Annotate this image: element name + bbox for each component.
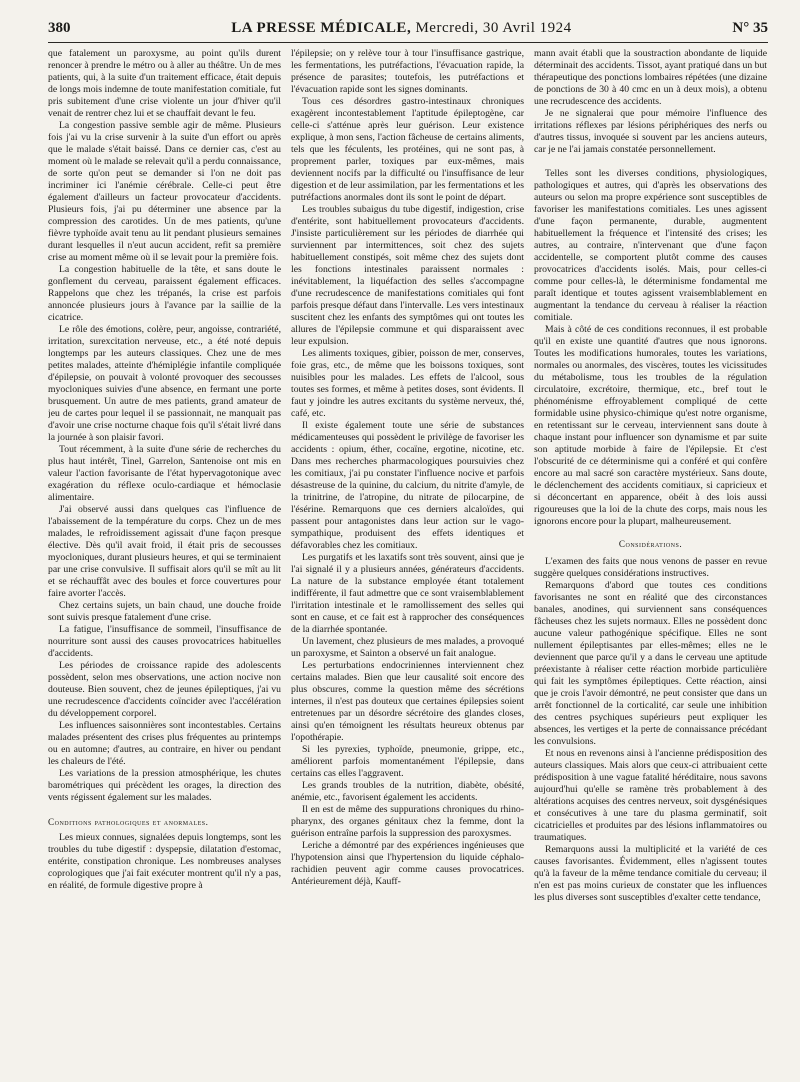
paragraph: Telles sont les diverses conditions, physiologiques, pathologiques et autres, qui d'après les observations des auteurs ou selon ma propre expérience sont susceptibles de favoriser les manifestations comitiales. Les unes agissent d'une façon permanente, durable, augmentent habituellement la fréquence et l'intensité des crises; les autres, au contraire, n'intervenant que d'une façon accidentelle, se comportent plutôt comme des causes provocatrices d'accidents isolés. Mais, pour celles-ci comme pour celles-là, le déterminisme fondamental me paraît identique et toutes agissent vraisemblablement en augmentant la tendance du cerveau à réaliser la réaction comitiale. bbox=[534, 168, 767, 323]
paragraph: Les influences saisonnières sont incontestables. Certains malades présentent des crises plus fréquentes au printemps ou en automne; d'autres, au contraire, en hiver ou pendant les chaleurs de l'été. bbox=[48, 720, 281, 767]
paragraph: Les grands troubles de la nutrition, diabète, obésité, anémie, etc., favorisent également les accidents. bbox=[291, 780, 524, 803]
article-body bbox=[48, 48, 768, 1074]
paragraph: Remarquons d'abord que toutes ces conditions favorisantes ne sont en réalité que des circonstances banales, anodines, qui surviennent sans conséquences fâcheuses chez les sujets normaux. Elles ne possèdent donc aucune valeur pathogénique spécifique. Elles ne sont nullement épileptisantes par elles-mêmes; elles ne le deviennent que parce qu'il y a dans le cerveau une aptitude préexistante à réaliser cette réaction morbide particulière qui fait les symptômes épileptiques. Cette réaction, ainsi que je crois l'avoir démontré, ne peut consister que dans un arrêt fonctionnel de la corticalité, car seule une inhibition des centres psychiques supérieurs peut expliquer les absences, les vertiges et la perte de connaissance précédant les convulsions. bbox=[534, 580, 767, 747]
paragraph: Mais à côté de ces conditions reconnues, il est probable qu'il en existe une quantité d'autres que nous ignorons. Toutes les modifications humorales, toutes les variations, normales ou anormales, des viscères, toutes les vicissitudes du métabolisme, tous les troubles de la régulation circulatoire, excrétoire, thermique, etc., bref tout le phénoménisme effroyablement compliqué de cette formidable usine physico-chimique qu'est notre organisme, en retentissant sur le cerveau, interviennent sans doute à chaque instant pour influencer son dynamisme et par suite son aptitude morbide à faire de l'épilepsie. Et c'est l'obscurité de ce déterminisme qui a conféré et qui confère encore au mal sacré son caractère mystérieux. Sans doute, le déclenchement des accidents comitiaux, si capricieux et si déconcertant en apparence, obéit à des lois aussi rigoureuses que la loi de la chute des corps, mais nous les ignorons encore pour la plupart, malheureusement. bbox=[534, 324, 767, 527]
paragraph: Les perturbations endocriniennes interviennent chez certains malades. Bien que leur causalité soit encore des plus obscures, comme la question même des sécrétions internes, il n'est pas douteux que certaines épilepsies soient entretenues par un désordre sécrétoire des glandes closes, ainsi qu'en témoignent les résultats heureux obtenus par l'opothérapie. bbox=[291, 660, 524, 743]
paragraph: Tous ces désordres gastro-intestinaux chroniques exagèrent incontestablement l'aptitude épileptogène, car celle-ci s'atténue après leur guérison. Leur existence explique, à mon sens, l'action fâcheuse de certains aliments, tels que les féculents, les protéines, qui ne sont pas, à proprement parler, toxiques par eux-mêmes, mais deviennent nocifs par la difficulté ou l'insuffisance de leur digestion et de leur assimilation, par les fermentations et les putréfactions anormales dont ils sont le point de départ. bbox=[291, 96, 524, 203]
running-header bbox=[48, 20, 768, 43]
paragraph: Le rôle des émotions, colère, peur, angoisse, contrariété, irritation, surexcitation nerveuse, etc., a été noté depuis longtemps par les auteurs classiques. Chez une de mes petites malades, atteinte d'hémiplégie infantile compliquée d'épilepsie, on pouvait à volonté provoquer des secousses myocloniques suivies d'une absence, en fermant une porte brusquement. Un autre de mes patients, grand amateur de jeu de cartes pour lequel il se passionnait, ne manquait pas d'avoir une crise nocturne chaque fois qu'il s'était livré dans la journée à son plaisir favori. bbox=[48, 324, 281, 443]
column-2 bbox=[291, 48, 524, 1074]
paragraph: Les aliments toxiques, gibier, poisson de mer, conserves, foie gras, etc., de même que les boissons toxiques, sont nuisibles pour les malades. Les effets de l'alcool, sous toutes ses formes, et même à petites doses, sont évidents. Il faut y joindre les autres excitants du système nerveux, thé, café, etc. bbox=[291, 348, 524, 419]
paragraph: Il en est de même des suppurations chroniques du rhino-pharynx, des organes génitaux chez la femme, dont la guérison entraîne parfois la suppression des paroxysmes. bbox=[291, 804, 524, 839]
paragraph: mann avait établi que la soustraction abondante de liquide déterminait des accidents. Tissot, ayant pratiqué dans un but thérapeutique des ponctions lombaires répétées (une dizaine de ponctions de 30 à 40 cmc en un à deux mois), a obtenu une recrudescence des accidents. bbox=[534, 48, 767, 107]
column-1 bbox=[48, 48, 281, 1074]
paragraph: Tout récemment, à la suite d'une série de recherches du plus haut intérêt, Tinel, Garrelon, Santenoise ont mis en valeur l'action favorisante de l'état hypervagotonique avec exagération du réflexe oculo-cardiaque et hémoclasie alimentaire. bbox=[48, 444, 281, 503]
section-heading: Conditions pathologiques et anormales. bbox=[48, 817, 209, 827]
masthead: LA PRESSE MÉDICALE, bbox=[231, 20, 412, 36]
paragraph: La congestion habituelle de la tête, et sans doute le gonflement du cerveau, paraissent également efficaces. Rappelons que chez les trépanés, la crise est parfois annoncée plusieurs jours à l'avance par la saillie de la cicatrice. bbox=[48, 264, 281, 323]
paragraph: La fatigue, l'insuffisance de sommeil, l'insuffisance de nourriture sont aussi des causes provocatrices habituelles d'accidents. bbox=[48, 624, 281, 659]
paragraph: J'ai observé aussi dans quelques cas l'influence de l'abaissement de la température du corps. Chez un de mes malades, le refroidissement agissait d'une façon presque élective. Dès qu'il avait froid, il était pris de secousses myocloniques, durant plusieurs heures, et qui se terminaient par une crise convulsive. Il suffisait alors qu'il se mît au lit et se réchauffât avec des boules et force couvertures pour faire avorter l'accès. bbox=[48, 504, 281, 599]
column-3 bbox=[534, 48, 767, 1074]
section-heading: Considérations. bbox=[618, 539, 683, 549]
issue-date: Mercredi, 30 Avril 1924 bbox=[415, 20, 572, 36]
paragraph: Et nous en revenons ainsi à l'ancienne prédisposition des auteurs classiques. Mais alors que ceux-ci attribuaient cette prédisposition à une vague fatalité héréditaire, nous savons aujourd'hui qu'elle se ramène très probablement à des altérations acquises des centres nerveux, soit dysgénésiques et consécutives à une tare du plasma germinatif, soit cicatricielles et produites par des lésions inflammatoires ou traumatiques. bbox=[534, 748, 767, 843]
paragraph: Si les pyrexies, typhoïde, pneumonie, grippe, etc., améliorent parfois momentanément l'épilepsie, dans certains cas elles l'aggravent. bbox=[291, 744, 524, 779]
page-number: 380 bbox=[48, 20, 71, 36]
paragraph: Les mieux connues, signalées depuis longtemps, sont les troubles du tube digestif : dyspepsie, dilatation d'estomac, entérite, constipation chronique. Les nombreuses analyses coprologiques que j'ai fait exécuter montrent qu'il n'y a pas, en réalité, de formule digestive propre à bbox=[48, 832, 281, 891]
paragraph: Remarquons aussi la multiplicité et la variété de ces causes favorisantes. Évidemment, elles n'agissent toutes qu'à la faveur de la même tendance comitiale du cerveau; il n'en est pas moins curieux de constater que les influences les plus diverses sont susceptibles d'exalter cette tendance, bbox=[534, 844, 767, 903]
paragraph: Les variations de la pression atmosphérique, les chutes barométriques qui précèdent les orages, la direction des vents régissent également sur les malades. bbox=[48, 768, 281, 803]
paragraph: Chez certains sujets, un bain chaud, une douche froide sont suivis presque fatalement d'une crise. bbox=[48, 600, 281, 623]
journal-title bbox=[231, 20, 571, 37]
issue-number: N° 35 bbox=[732, 20, 768, 36]
paragraph: Leriche a démontré par des expériences ingénieuses que l'hypotension ainsi que l'hypertension du liquide céphalo-rachidien peuvent agir comme causes provocatrices. Antérieurement déjà, Kauff- bbox=[291, 840, 524, 887]
paragraph: Les purgatifs et les laxatifs sont très souvent, ainsi que je l'ai signalé il y a plusieurs années, générateurs d'accidents. La nature de la substance employée étant totalement indifférente, il faut admettre que ce sont vraisemblablement l'irritation intestinale et le ramollissement des selles qui sont en cause, et ce fait est à rapprocher des conséquences de la diarrhée spontanée. bbox=[291, 552, 524, 635]
paragraph: L'examen des faits que nous venons de passer en revue suggère quelques considérations instructives. bbox=[534, 556, 767, 579]
paragraph: Un lavement, chez plusieurs de mes malades, a provoqué un paroxysme, et Sainton a observé un fait analogue. bbox=[291, 636, 524, 659]
paragraph: que fatalement un paroxysme, au point qu'ils durent renoncer à prendre le métro ou à aller au théâtre. Un de mes patients, qui, à la suite d'un traitement efficace, était depuis de longs mois indemne de toute manifestation comitiale, fut pris subitement d'une crise violente un jour d'hiver qu'il venait de rentrer chez lui et se chauffait devant le feu. bbox=[48, 48, 281, 119]
paragraph: Les périodes de croissance rapide des adolescents possèdent, selon mes observations, une action nocive non douteuse. Bien souvent, chez de jeunes épileptiques, j'ai vu une recrudescence d'accidents coïncider avec l'accélération du développement corporel. bbox=[48, 660, 281, 719]
paragraph: Les troubles subaigus du tube digestif, indigestion, crise d'entérite, sont habituellement provocateurs d'accidents. J'insiste particulièrement sur les périodes de diarrhée qui surviennent par intermittences, soit chez des sujets habituellement constipés, soit même chez des sujets dont les fonctions intestinales paraissent normales : inévitablement, la liquéfaction des selles s'accompagne d'une recrudescence de manifestations comitiales qui font parfois presque défaut dans l'intervalle. Les vers intestinaux suscitent chez les enfants des symptômes qui ont toutes les allures de l'épilepsie commune et qui disparaissent avec leur expulsion. bbox=[291, 204, 524, 347]
paragraph: Je ne signalerai que pour mémoire l'influence des irritations réflexes par lésions périphériques des nerfs ou d'autres tissus, invoquée si souvent par les anciens auteurs, car je ne l'ai jamais constatée personnellement. bbox=[534, 108, 767, 155]
paragraph: l'épilepsie; on y relève tour à tour l'insuffisance gastrique, les fermentations, les putréfactions, l'évacuation rapide, la présence de parasites; toutefois, les putréfactions et l'évacuation rapide sont les signes dominants. bbox=[291, 48, 524, 95]
paragraph: La congestion passive semble agir de même. Plusieurs fois j'ai vu la crise survenir à la suite d'un effort ou après que le malade s'était baissé. Dans ce dernier cas, c'est au moment où le malade se relevait qu'il a perdu connaissance, de sorte qu'on peut se demander si l'on ne doit pas incriminer ici l'anémie cérébrale. Celle-ci peut être également d'ailleurs un facteur provocateur d'accidents. Plusieurs fois, j'ai pu déterminer une absence par la compression des carotides. Un de mes patients, qu'une fièvre typhoïde avait tenu au lit pendant plusieurs semaines durant lesquelles il n'eut aucun accident, refit sa première crise au moment même où il se levait pour la première fois. bbox=[48, 120, 281, 263]
paragraph: Il existe également toute une série de substances médicamenteuses qui possèdent le privilège de favoriser les accidents : opium, éther, cocaïne, ergotine, nicotine, etc. Dans mes recherches pharmacologiques poursuivies chez les comitiaux, j'ai pu constater l'influence nocive et parfois désastreuse de la quinine, du calcium, du nitrite d'amyle, de la trinitrine, de l'atropine, du nitrate de pilocarpine, de l'ésérine. Remarquons que ces derniers alcaloïdes, qui passent pour antagonistes dans leur action sur le vago-sympathique, produisent des effets identiques et défavorables chez les comitiaux. bbox=[291, 420, 524, 551]
